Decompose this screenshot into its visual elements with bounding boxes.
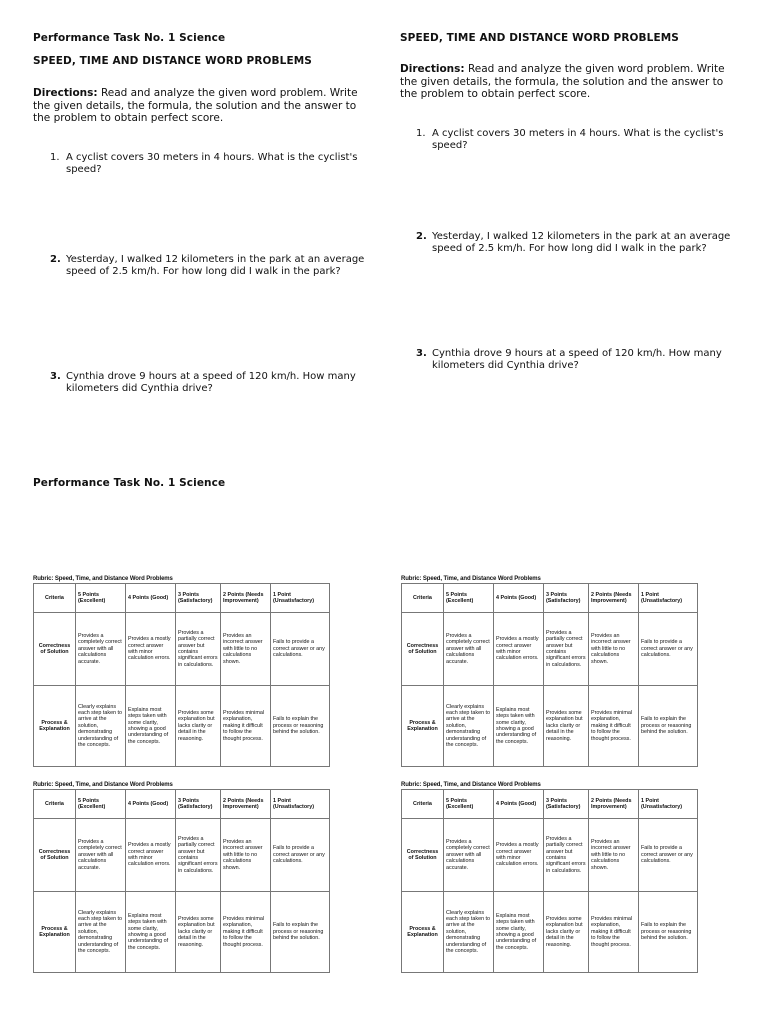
- left-directions-text: Read and analyze the given word problem. Write the given details, the formula, the solution and the answer to the problem to obtain perfect score.: [33, 87, 358, 124]
- rubric-cell: Explains most steps taken with some clarity, showing a good understanding of the concepts.: [494, 686, 544, 767]
- right-worksheet-title: SPEED, TIME AND DISTANCE WORD PROBLEMS: [400, 32, 679, 44]
- rubric-bottom-right: [401, 781, 697, 973]
- rubric-cell: Explains most steps taken with some clarity, showing a good understanding of the concepts.: [126, 892, 176, 973]
- rubric-cell: Fails to explain the process or reasoning behind the solution.: [271, 686, 330, 767]
- rubric-criterion: Correctness of Solution: [402, 613, 444, 686]
- rubric-header-2: 2 Points (Needs Improvement): [589, 584, 639, 613]
- right-question-number: 2.: [416, 231, 427, 242]
- rubric-cell: Provides a mostly correct answer with minor calculation errors.: [494, 613, 544, 686]
- rubric-criterion: Process & Explanation: [402, 686, 444, 767]
- rubric-cell: Provides an incorrect answer with little to no calculations shown.: [221, 613, 271, 686]
- rubric-header-row: [34, 790, 330, 819]
- rubric-row-correctness: [402, 819, 698, 892]
- rubric-cell: Provides some explanation but lacks clarity or detail in the reasoning.: [176, 686, 221, 767]
- rubric-cell: Provides a partially correct answer but contains significant errors in calculations.: [544, 819, 589, 892]
- right-question-text: Cynthia drove 9 hours at a speed of 120 km/h. How many kilometers did Cynthia drive?: [432, 348, 722, 371]
- rubric-header-4: 4 Points (Good): [126, 790, 176, 819]
- rubric-cell: Provides minimal explanation, making it difficult to follow the thought process.: [589, 892, 639, 973]
- rubric-table: [401, 583, 698, 767]
- rubric-header-criteria: Criteria: [34, 790, 76, 819]
- left-question-number: 1.: [50, 152, 60, 163]
- left-directions: [33, 87, 369, 125]
- rubric-header-1: 1 Point (Unsatisfactory): [271, 584, 330, 613]
- rubric-header-3: 3 Points (Satisfactory): [176, 790, 221, 819]
- rubric-row-process: [402, 892, 698, 973]
- right-question-number: 3.: [416, 348, 427, 359]
- right-directions-text: Read and analyze the given word problem. Write the given details, the formula, the solution and the answer to the problem to obtain perfect score.: [400, 63, 725, 100]
- left-page-header: Performance Task No. 1 Science: [33, 32, 226, 44]
- rubric-header-criteria: Criteria: [402, 790, 444, 819]
- rubric-cell: Provides some explanation but lacks clarity or detail in the reasoning.: [176, 892, 221, 973]
- rubric-header-4: 4 Points (Good): [494, 790, 544, 819]
- rubric-cell: Fails to provide a correct answer or any calculations.: [639, 613, 698, 686]
- rubric-header-5: 5 Points (Excellent): [444, 790, 494, 819]
- rubric-cell: Provides some explanation but lacks clarity or detail in the reasoning.: [544, 686, 589, 767]
- rubric-header-5: 5 Points (Excellent): [76, 790, 126, 819]
- rubric-header-1: 1 Point (Unsatisfactory): [271, 790, 330, 819]
- rubric-cell: Fails to explain the process or reasoning behind the solution.: [271, 892, 330, 973]
- rubric-row-correctness: [34, 819, 330, 892]
- rubric-header-4: 4 Points (Good): [494, 584, 544, 613]
- rubric-header-3: 3 Points (Satisfactory): [544, 790, 589, 819]
- rubric-row-correctness: [34, 613, 330, 686]
- rubric-row-process: [34, 892, 330, 973]
- rubric-header-4: 4 Points (Good): [126, 584, 176, 613]
- rubric-cell: Provides a mostly correct answer with minor calculation errors.: [126, 819, 176, 892]
- rubric-cell: Fails to provide a correct answer or any calculations.: [271, 613, 330, 686]
- rubric-cell: Fails to explain the process or reasoning behind the solution.: [639, 686, 698, 767]
- rubric-title: Rubric: Speed, Time, and Distance Word Problems: [401, 576, 541, 582]
- rubric-cell: Provides a completely correct answer with all calculations accurate.: [444, 613, 494, 686]
- rubric-cell: Provides minimal explanation, making it difficult to follow the thought process.: [589, 686, 639, 767]
- right-question-3: [416, 348, 736, 374]
- rubric-cell: Provides an incorrect answer with little to no calculations shown.: [589, 613, 639, 686]
- rubric-cell: Clearly explains each step taken to arrive at the solution, demonstrating understanding of the concepts.: [444, 892, 494, 973]
- rubric-header-row: [402, 790, 698, 819]
- right-question-1: [416, 128, 736, 154]
- rubric-title: Rubric: Speed, Time, and Distance Word Problems: [33, 782, 173, 788]
- rubric-cell: Provides minimal explanation, making it difficult to follow the thought process.: [221, 686, 271, 767]
- rubric-header-1: 1 Point (Unsatisfactory): [639, 584, 698, 613]
- right-directions-label: Directions:: [400, 63, 465, 75]
- rubric-row-process: [402, 686, 698, 767]
- rubric-header-2: 2 Points (Needs Improvement): [589, 790, 639, 819]
- rubric-header-2: 2 Points (Needs Improvement): [221, 584, 271, 613]
- rubric-cell: Provides a completely correct answer with all calculations accurate.: [76, 613, 126, 686]
- left-question-text: Cynthia drove 9 hours at a speed of 120 km/h. How many kilometers did Cynthia drive?: [66, 371, 356, 394]
- rubric-header-3: 3 Points (Satisfactory): [544, 584, 589, 613]
- rubric-header-row: [34, 584, 330, 613]
- rubric-cell: Provides an incorrect answer with little to no calculations shown.: [221, 819, 271, 892]
- rubric-cell: Clearly explains each step taken to arrive at the solution, demonstrating understanding of the concepts.: [76, 892, 126, 973]
- rubric-criterion: Correctness of Solution: [34, 819, 76, 892]
- rubric-table: [33, 789, 330, 973]
- rubric-table: [401, 789, 698, 973]
- rubric-criterion: Process & Explanation: [402, 892, 444, 973]
- rubric-cell: Provides a partially correct answer but contains significant errors in calculations.: [544, 613, 589, 686]
- left-question-1: [50, 152, 368, 178]
- rubric-criterion: Correctness of Solution: [402, 819, 444, 892]
- rubric-criterion: Correctness of Solution: [34, 613, 76, 686]
- rubric-bottom-left: [33, 781, 329, 973]
- rubric-cell: Fails to provide a correct answer or any calculations.: [271, 819, 330, 892]
- left-question-number: 3.: [50, 371, 61, 382]
- rubric-cell: Provides a partially correct answer but contains significant errors in calculations.: [176, 819, 221, 892]
- left-question-2: [50, 254, 368, 280]
- rubric-cell: Clearly explains each step taken to arrive at the solution, demonstrating understanding of the concepts.: [444, 686, 494, 767]
- left-question-text: A cyclist covers 30 meters in 4 hours. What is the cyclist's speed?: [66, 152, 358, 175]
- rubric-cell: Explains most steps taken with some clarity, showing a good understanding of the concepts.: [126, 686, 176, 767]
- rubric-top-left: [33, 575, 329, 767]
- rubric-header-criteria: Criteria: [402, 584, 444, 613]
- left-directions-label: Directions:: [33, 87, 98, 99]
- right-directions: [400, 63, 736, 101]
- rubric-row-correctness: [402, 613, 698, 686]
- rubric-header-criteria: Criteria: [34, 584, 76, 613]
- left-question-text: Yesterday, I walked 12 kilometers in the park at an average speed of 2.5 km/h. For how long did I walk in the park?: [66, 254, 365, 277]
- left-footer-header: Performance Task No. 1 Science: [33, 477, 226, 489]
- left-question-3: [50, 371, 368, 397]
- rubric-cell: Provides a mostly correct answer with minor calculation errors.: [494, 819, 544, 892]
- rubric-cell: Clearly explains each step taken to arrive at the solution, demonstrating understanding of the concepts.: [76, 686, 126, 767]
- rubric-table: [33, 583, 330, 767]
- rubric-header-2: 2 Points (Needs Improvement): [221, 790, 271, 819]
- right-question-text: A cyclist covers 30 meters in 4 hours. What is the cyclist's speed?: [432, 128, 724, 151]
- rubric-cell: Explains most steps taken with some clarity, showing a good understanding of the concepts.: [494, 892, 544, 973]
- rubric-top-right: [401, 575, 697, 767]
- rubric-header-row: [402, 584, 698, 613]
- left-worksheet-title: SPEED, TIME AND DISTANCE WORD PROBLEMS: [33, 55, 312, 67]
- rubric-header-5: 5 Points (Excellent): [444, 584, 494, 613]
- rubric-header-5: 5 Points (Excellent): [76, 584, 126, 613]
- right-question-2: [416, 231, 736, 257]
- rubric-header-1: 1 Point (Unsatisfactory): [639, 790, 698, 819]
- rubric-criterion: Process & Explanation: [34, 686, 76, 767]
- rubric-cell: Provides minimal explanation, making it difficult to follow the thought process.: [221, 892, 271, 973]
- rubric-title: Rubric: Speed, Time, and Distance Word Problems: [401, 782, 541, 788]
- rubric-cell: Provides an incorrect answer with little to no calculations shown.: [589, 819, 639, 892]
- rubric-cell: Provides a completely correct answer with all calculations accurate.: [76, 819, 126, 892]
- rubric-criterion: Process & Explanation: [34, 892, 76, 973]
- rubric-cell: Fails to explain the process or reasoning behind the solution.: [639, 892, 698, 973]
- left-question-number: 2.: [50, 254, 61, 265]
- rubric-cell: Provides a completely correct answer with all calculations accurate.: [444, 819, 494, 892]
- right-question-number: 1.: [416, 128, 426, 139]
- rubric-header-3: 3 Points (Satisfactory): [176, 584, 221, 613]
- rubric-cell: Provides some explanation but lacks clarity or detail in the reasoning.: [544, 892, 589, 973]
- rubric-row-process: [34, 686, 330, 767]
- right-question-text: Yesterday, I walked 12 kilometers in the park at an average speed of 2.5 km/h. For how long did I walk in the park?: [432, 231, 731, 254]
- rubric-title: Rubric: Speed, Time, and Distance Word Problems: [33, 576, 173, 582]
- rubric-cell: Fails to provide a correct answer or any calculations.: [639, 819, 698, 892]
- rubric-cell: Provides a partially correct answer but contains significant errors in calculations.: [176, 613, 221, 686]
- rubric-cell: Provides a mostly correct answer with minor calculation errors.: [126, 613, 176, 686]
